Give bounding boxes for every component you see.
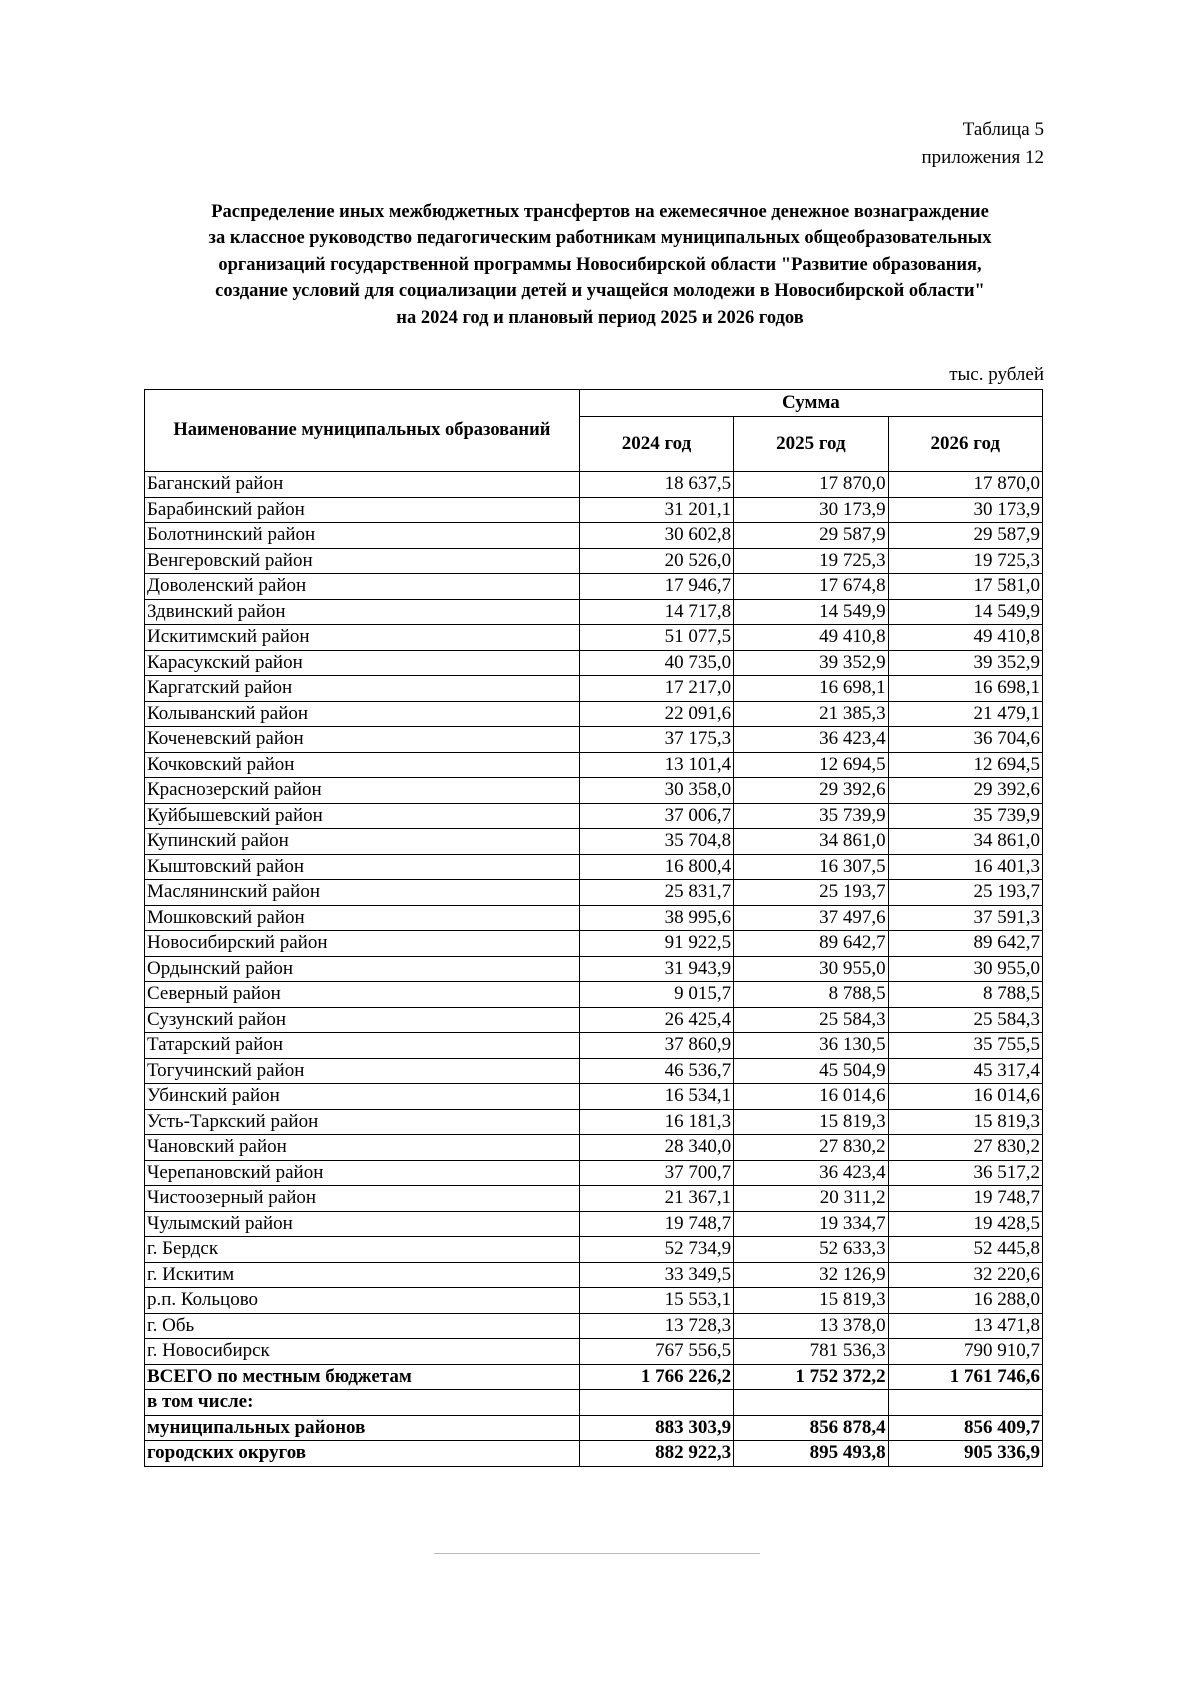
- amount-2025: 19 725,3: [734, 548, 888, 574]
- amount-2025: 37 497,6: [734, 905, 888, 931]
- amount-2025: 25 584,3: [734, 1007, 888, 1033]
- amount-2024: 37 006,7: [579, 803, 733, 829]
- municipality-name: Мошковский район: [145, 905, 580, 931]
- municipality-name: муниципальных районов: [145, 1415, 580, 1441]
- municipality-name: Купинский район: [145, 829, 580, 855]
- amount-2026: 15 819,3: [888, 1109, 1042, 1135]
- amount-2024: [579, 1390, 733, 1416]
- table-row: [145, 829, 1043, 855]
- amount-2026: 89 642,7: [888, 931, 1042, 957]
- amount-2024: 38 995,6: [579, 905, 733, 931]
- table-row: [145, 1160, 1043, 1186]
- table-row: [145, 650, 1043, 676]
- municipality-name: Венгеровский район: [145, 548, 580, 574]
- column-header-2024: 2024 год: [579, 417, 733, 472]
- table-row: [145, 727, 1043, 753]
- amount-2026: 17 870,0: [888, 472, 1042, 498]
- municipality-name: Коченевский район: [145, 727, 580, 753]
- municipality-name: г. Обь: [145, 1313, 580, 1339]
- amount-2024: 30 602,8: [579, 523, 733, 549]
- distribution-table: [144, 389, 1043, 1467]
- amount-2025: 21 385,3: [734, 701, 888, 727]
- amount-2025: 781 536,3: [734, 1339, 888, 1365]
- column-header-sum: Сумма: [579, 390, 1042, 417]
- units-label: тыс. рублей: [949, 364, 1044, 385]
- table-row: [145, 854, 1043, 880]
- amount-2026: 16 014,6: [888, 1084, 1042, 1110]
- amount-2026: 49 410,8: [888, 625, 1042, 651]
- amount-2025: 16 014,6: [734, 1084, 888, 1110]
- amount-2024: 9 015,7: [579, 982, 733, 1008]
- column-header-2026: 2026 год: [888, 417, 1042, 472]
- amount-2024: 30 358,0: [579, 778, 733, 804]
- amount-2025: 8 788,5: [734, 982, 888, 1008]
- amount-2026: 25 584,3: [888, 1007, 1042, 1033]
- amount-2026: 30 173,9: [888, 497, 1042, 523]
- table-row: [145, 1084, 1043, 1110]
- amount-2026: 21 479,1: [888, 701, 1042, 727]
- amount-2024: 16 181,3: [579, 1109, 733, 1135]
- amount-2026: 36 517,2: [888, 1160, 1042, 1186]
- municipality-name: Ордынский район: [145, 956, 580, 982]
- municipality-name: Кочковский район: [145, 752, 580, 778]
- municipality-name: Барабинский район: [145, 497, 580, 523]
- table-row: [145, 1109, 1043, 1135]
- municipality-name: Чановский район: [145, 1135, 580, 1161]
- amount-2026: 19 725,3: [888, 548, 1042, 574]
- amount-2026: 36 704,6: [888, 727, 1042, 753]
- title-line: за классное руководство педагогическим работникам муниципальных общеобразовательных: [208, 228, 992, 249]
- table-row: [145, 752, 1043, 778]
- amount-2024: 91 922,5: [579, 931, 733, 957]
- amount-2025: 12 694,5: [734, 752, 888, 778]
- amount-2025: 856 878,4: [734, 1415, 888, 1441]
- table-row: [145, 574, 1043, 600]
- municipality-name: городских округов: [145, 1441, 580, 1467]
- amount-2024: 18 637,5: [579, 472, 733, 498]
- amount-2025: 36 423,4: [734, 727, 888, 753]
- amount-2025: 34 861,0: [734, 829, 888, 855]
- amount-2025: [734, 1390, 888, 1416]
- table-row: [145, 1186, 1043, 1212]
- amount-2024: 28 340,0: [579, 1135, 733, 1161]
- total-row: [145, 1415, 1043, 1441]
- amount-2025: 52 633,3: [734, 1237, 888, 1263]
- amount-2024: 14 717,8: [579, 599, 733, 625]
- amount-2026: 19 428,5: [888, 1211, 1042, 1237]
- total-row: [145, 1441, 1043, 1467]
- amount-2024: 22 091,6: [579, 701, 733, 727]
- amount-2026: 32 220,6: [888, 1262, 1042, 1288]
- amount-2026: 29 587,9: [888, 523, 1042, 549]
- amount-2024: 767 556,5: [579, 1339, 733, 1365]
- column-header-name: Наименование муниципальных образований: [145, 390, 580, 472]
- amount-2024: 20 526,0: [579, 548, 733, 574]
- amount-2025: 32 126,9: [734, 1262, 888, 1288]
- amount-2024: 25 831,7: [579, 880, 733, 906]
- amount-2024: 31 201,1: [579, 497, 733, 523]
- municipality-name: р.п. Кольцово: [145, 1288, 580, 1314]
- amount-2026: 13 471,8: [888, 1313, 1042, 1339]
- amount-2025: 19 334,7: [734, 1211, 888, 1237]
- table-row: [145, 676, 1043, 702]
- municipality-name: Искитимский район: [145, 625, 580, 651]
- amount-2024: 52 734,9: [579, 1237, 733, 1263]
- amount-2025: 29 587,9: [734, 523, 888, 549]
- amount-2025: 20 311,2: [734, 1186, 888, 1212]
- amount-2024: 37 700,7: [579, 1160, 733, 1186]
- table-row: [145, 472, 1043, 498]
- municipality-name: Доволенский район: [145, 574, 580, 600]
- municipality-name: г. Новосибирск: [145, 1339, 580, 1365]
- table-row: [145, 497, 1043, 523]
- municipality-name: Усть-Таркский район: [145, 1109, 580, 1135]
- municipality-name: Болотнинский район: [145, 523, 580, 549]
- amount-2024: 37 860,9: [579, 1033, 733, 1059]
- table-row: [145, 1033, 1043, 1059]
- municipality-name: Сузунский район: [145, 1007, 580, 1033]
- amount-2026: 30 955,0: [888, 956, 1042, 982]
- amount-2025: 30 173,9: [734, 497, 888, 523]
- municipality-name: г. Бердск: [145, 1237, 580, 1263]
- table-row: [145, 956, 1043, 982]
- amount-2026: 27 830,2: [888, 1135, 1042, 1161]
- table-row: [145, 803, 1043, 829]
- amount-2025: 16 698,1: [734, 676, 888, 702]
- document-title: [120, 199, 1080, 331]
- municipality-name: в том числе:: [145, 1390, 580, 1416]
- municipality-name: Кыштовский район: [145, 854, 580, 880]
- amount-2026: 16 288,0: [888, 1288, 1042, 1314]
- amount-2026: 790 910,7: [888, 1339, 1042, 1365]
- amount-2024: 40 735,0: [579, 650, 733, 676]
- amount-2025: 35 739,9: [734, 803, 888, 829]
- municipality-name: Баганский район: [145, 472, 580, 498]
- amount-2025: 49 410,8: [734, 625, 888, 651]
- municipality-name: Здвинский район: [145, 599, 580, 625]
- amount-2024: 51 077,5: [579, 625, 733, 651]
- municipality-name: Чистоозерный район: [145, 1186, 580, 1212]
- table-row: [145, 931, 1043, 957]
- title-line: на 2024 год и плановый период 2025 и 2026 годов: [396, 307, 804, 328]
- table-row: [145, 1058, 1043, 1084]
- amount-2025: 14 549,9: [734, 599, 888, 625]
- amount-2024: 19 748,7: [579, 1211, 733, 1237]
- amount-2024: 35 704,8: [579, 829, 733, 855]
- amount-2025: 16 307,5: [734, 854, 888, 880]
- amount-2026: 52 445,8: [888, 1237, 1042, 1263]
- table-row: [145, 1135, 1043, 1161]
- amount-2024: 17 946,7: [579, 574, 733, 600]
- municipality-name: Маслянинский район: [145, 880, 580, 906]
- table-row: [145, 1313, 1043, 1339]
- municipality-name: Черепановский район: [145, 1160, 580, 1186]
- amount-2025: 27 830,2: [734, 1135, 888, 1161]
- amount-2026: [888, 1390, 1042, 1416]
- amount-2024: 26 425,4: [579, 1007, 733, 1033]
- amount-2026: 34 861,0: [888, 829, 1042, 855]
- table-row: [145, 1339, 1043, 1365]
- amount-2024: 46 536,7: [579, 1058, 733, 1084]
- table-row: [145, 1211, 1043, 1237]
- table-row: [145, 1237, 1043, 1263]
- amount-2024: 882 922,3: [579, 1441, 733, 1467]
- amount-2025: 1 752 372,2: [734, 1364, 888, 1390]
- amount-2025: 36 423,4: [734, 1160, 888, 1186]
- amount-2025: 89 642,7: [734, 931, 888, 957]
- amount-2026: 16 698,1: [888, 676, 1042, 702]
- title-line: создание условий для социализации детей и учащейся молодежи в Новосибирской области": [215, 281, 985, 302]
- amount-2024: 21 367,1: [579, 1186, 733, 1212]
- amount-2025: 15 819,3: [734, 1288, 888, 1314]
- amount-2024: 1 766 226,2: [579, 1364, 733, 1390]
- amount-2026: 1 761 746,6: [888, 1364, 1042, 1390]
- table-row: [145, 701, 1043, 727]
- title-line: организаций государственной программы Новосибирской области "Развитие образования,: [218, 254, 982, 275]
- amount-2026: 39 352,9: [888, 650, 1042, 676]
- table-row: [145, 1262, 1043, 1288]
- amount-2025: 45 504,9: [734, 1058, 888, 1084]
- table-row: [145, 548, 1043, 574]
- amount-2024: 15 553,1: [579, 1288, 733, 1314]
- amount-2026: 35 755,5: [888, 1033, 1042, 1059]
- amount-2024: 13 728,3: [579, 1313, 733, 1339]
- amount-2025: 17 674,8: [734, 574, 888, 600]
- municipality-name: Убинский район: [145, 1084, 580, 1110]
- municipality-name: Краснозерский район: [145, 778, 580, 804]
- municipality-name: Карасукский район: [145, 650, 580, 676]
- amount-2026: 14 549,9: [888, 599, 1042, 625]
- municipality-name: г. Искитим: [145, 1262, 580, 1288]
- municipality-name: Колыванский район: [145, 701, 580, 727]
- amount-2025: 25 193,7: [734, 880, 888, 906]
- amount-2024: 31 943,9: [579, 956, 733, 982]
- municipality-name: Северный район: [145, 982, 580, 1008]
- amount-2026: 45 317,4: [888, 1058, 1042, 1084]
- table-row: [145, 778, 1043, 804]
- municipality-name: ВСЕГО по местным бюджетам: [145, 1364, 580, 1390]
- amount-2026: 856 409,7: [888, 1415, 1042, 1441]
- amount-2025: 15 819,3: [734, 1109, 888, 1135]
- amount-2024: 16 800,4: [579, 854, 733, 880]
- table-row: [145, 905, 1043, 931]
- amount-2026: 37 591,3: [888, 905, 1042, 931]
- amount-2025: 29 392,6: [734, 778, 888, 804]
- amount-2026: 8 788,5: [888, 982, 1042, 1008]
- amount-2026: 12 694,5: [888, 752, 1042, 778]
- amount-2026: 17 581,0: [888, 574, 1042, 600]
- amount-2026: 35 739,9: [888, 803, 1042, 829]
- amount-2025: 30 955,0: [734, 956, 888, 982]
- table-row: [145, 523, 1043, 549]
- amount-2026: 25 193,7: [888, 880, 1042, 906]
- amount-2024: 17 217,0: [579, 676, 733, 702]
- amount-2024: 37 175,3: [579, 727, 733, 753]
- total-row: [145, 1364, 1043, 1390]
- amount-2025: 39 352,9: [734, 650, 888, 676]
- amount-2024: 13 101,4: [579, 752, 733, 778]
- municipality-name: Куйбышевский район: [145, 803, 580, 829]
- appendix-number: приложения 12: [921, 147, 1044, 168]
- table-number: Таблица 5: [962, 119, 1044, 140]
- table-row: [145, 880, 1043, 906]
- amount-2025: 17 870,0: [734, 472, 888, 498]
- amount-2024: 33 349,5: [579, 1262, 733, 1288]
- table-row: [145, 625, 1043, 651]
- municipality-name: Чулымский район: [145, 1211, 580, 1237]
- municipality-name: Тогучинский район: [145, 1058, 580, 1084]
- municipality-name: Каргатский район: [145, 676, 580, 702]
- amount-2024: 883 303,9: [579, 1415, 733, 1441]
- amount-2025: 895 493,8: [734, 1441, 888, 1467]
- amount-2026: 19 748,7: [888, 1186, 1042, 1212]
- amount-2026: 905 336,9: [888, 1441, 1042, 1467]
- table-row: [145, 1288, 1043, 1314]
- amount-2025: 13 378,0: [734, 1313, 888, 1339]
- footer-divider: [434, 1553, 760, 1554]
- amount-2025: 36 130,5: [734, 1033, 888, 1059]
- table-row: [145, 1007, 1043, 1033]
- municipality-name: Татарский район: [145, 1033, 580, 1059]
- title-line: Распределение иных межбюджетных трансфертов на ежемесячное денежное вознаграждение: [211, 202, 989, 222]
- table-row: [145, 982, 1043, 1008]
- amount-2026: 29 392,6: [888, 778, 1042, 804]
- amount-2026: 16 401,3: [888, 854, 1042, 880]
- table-row: [145, 599, 1043, 625]
- municipality-name: Новосибирский район: [145, 931, 580, 957]
- column-header-2025: 2025 год: [734, 417, 888, 472]
- amount-2024: 16 534,1: [579, 1084, 733, 1110]
- total-row: [145, 1390, 1043, 1416]
